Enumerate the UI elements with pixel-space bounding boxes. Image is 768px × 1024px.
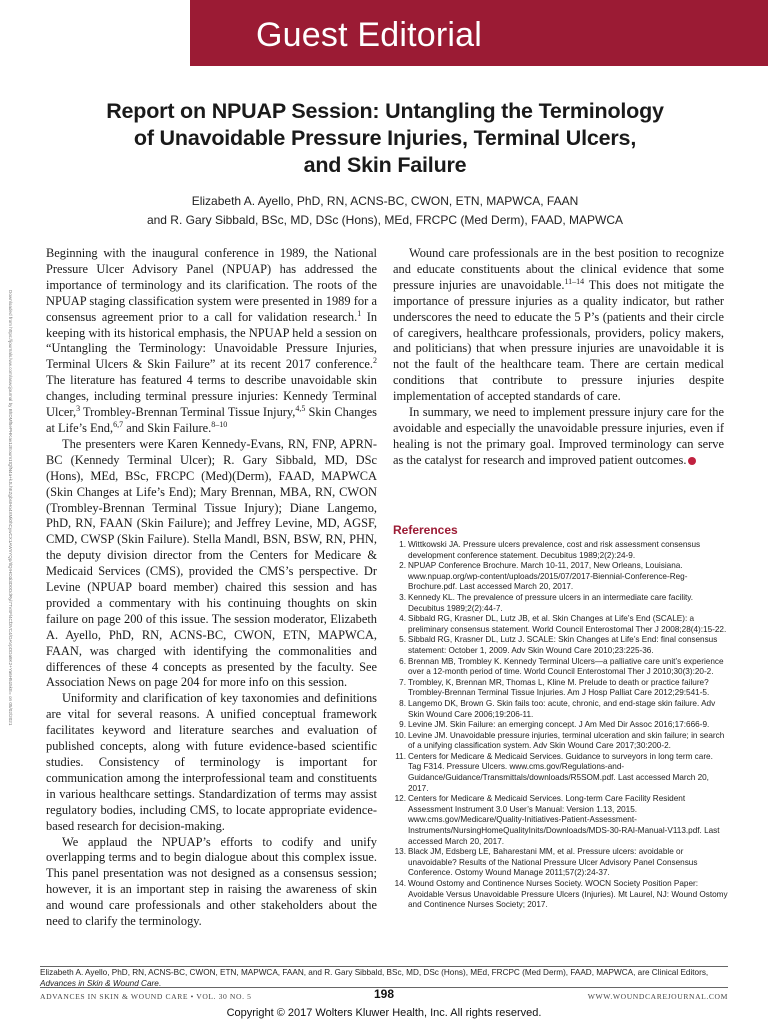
reference-text: Levine JM. Unavoidable pressure injuries, terminal ulceration and skin failure; in search of a unifying classification system. Adv Skin Wound Care 2017;30:200-2.	[408, 730, 725, 751]
download-watermark-text: Downloaded from https://journals.lww.com/aswcjournal by BhDMf5ePHKav1zEoum1tQfN4a+kJLhEZgbsIHo4XMi0hCywCX1AWnYQp/IlQrHD3i3D0OdRyi7TvSFl4Cf3VC4/OAVpDDa8K2+Ya6H515kE= on 05/02/2021	[8, 290, 13, 726]
reference-item	[393, 752, 728, 794]
journal-issue: ADVANCES IN SKIN & WOUND CARE • VOL. 30 NO. 5	[40, 992, 252, 1001]
reference-item	[393, 540, 728, 561]
copyright-notice: Copyright © 2017 Wolters Kluwer Health, Inc. All rights reserved.	[226, 1007, 542, 1019]
reference-text: Black JM, Edsberg LE, Baharestani MM, et al. Pressure ulcers: avoidable or unavoidable? Results of the National Pressure Ulcer Advisory Panel Consensus Conference. Ostomy Wound Manage 2011;57(2):24-37.	[408, 847, 698, 878]
reference-item	[393, 879, 728, 911]
text-run: Wound care professionals are in the best position to recognize and educate constituents about the clinical evidence that some pressure injuries are unavoidable.	[393, 246, 724, 292]
reference-text: Wound Ostomy and Continence Nurses Society. WOCN Society Position Paper: Avoidable Versus Unavoidable Pressure Ulcers (Injuries). Mt Laurel, NJ: Wound Ostomy and Continence Nurses Society; 2017.	[408, 879, 728, 910]
page-number: 198	[374, 987, 395, 1001]
left-column	[46, 246, 377, 930]
reference-number: 1.	[399, 540, 406, 549]
reference-item	[393, 678, 728, 699]
text-run: Skin Changes at Life’s End,	[46, 405, 377, 435]
text-run: In keeping with its historical emphasis, the NPUAP held a session on “Untangling the Terminology: Unavoidable Pressure Injuries, Terminal Ulcers & Skin Failure” at its recent 2017 conference.	[46, 309, 378, 372]
reference-number: 12.	[394, 794, 406, 804]
citation: 4,5	[295, 403, 306, 413]
reference-number: 6.	[399, 656, 406, 666]
end-of-article-dot	[688, 457, 696, 465]
reference-item	[393, 731, 728, 752]
reference-item	[393, 635, 728, 656]
reference-item	[393, 847, 728, 879]
text-run: The literature has featured 4 terms to describe unavoidable skin changes, including terminal pressure injuries: Kennedy Terminal Ulcer,	[46, 373, 377, 420]
citation: 11–14	[564, 276, 585, 286]
reference-number: 5.	[399, 635, 406, 645]
author-line-2: and R. Gary Sibbald, BSc, MD, DSc (Hons), MEd, FRCPC (Med Derm), FAAD, MAPWCA	[146, 213, 624, 227]
reference-number: 7.	[399, 677, 406, 687]
citation: 3	[76, 403, 81, 413]
reference-text: Brennan MB, Trombley K. Kennedy Terminal Ulcers—a palliative care unit’s experience over a 12-month period of time. World Council Enterostomal Ther J 2010;30(3):20-2.	[408, 656, 724, 677]
reference-text: Sibbald RG, Krasner DL, Lutz JB, et al. Skin Changes at Life’s End (SCALE): a preliminary consensus statement. World Council Enterostomal Ther J 2008;28(4):15-22.	[408, 614, 727, 634]
guest-editorial-banner	[190, 0, 768, 66]
right-paragraph-1	[393, 246, 724, 405]
text-run: In summary, we need to implement pressure injury care for the avoidable and especially the unavoidable pressure injuries, even if healing is not the primary goal. Improved terminology can serve as the catalyst for research and improved patient outcomes.	[393, 405, 724, 467]
reference-number: 8.	[399, 698, 406, 708]
title-line-1: Report on NPUAP Session: Untangling the Terminology	[106, 99, 664, 123]
reference-text: Langemo DK, Brown G. Skin fails too: acute, chronic, and end-stage skin failure. Adv Skin Wound Care 2006;19:206-11.	[408, 698, 716, 719]
reference-item	[393, 657, 728, 678]
left-paragraph-1	[46, 246, 377, 437]
text-run: Trombley-Brennan Terminal Tissue Injury,	[80, 405, 296, 420]
title-line-2: of Unavoidable Pressure Injuries, Terminal Ulcers,	[133, 126, 637, 150]
left-paragraph-2: The presenters were Karen Kennedy-Evans, RN, FNP, APRN-BC (Kennedy Terminal Ulcer); R. Gary Sibbald, MD, DSc (Hons), MEd, BSc, FRCPC (Med)(Derm), FAAD, MAPWCA (Skin Changes at Life’s End); Mary Brennan, MBA, RN, CWON (Trombley-Brennan Terminal Tissue Injury); Diane Langemo, PhD, RN, FAAN (Skin Failure); and Jeffrey Levine, MD, AGSF, CMD, CWSP (Skin Failure). Stella Mandl, BSN, BSW, RN, PHN, the deputy division director from the Centers for Medicare & Medicaid Services (CMS), provided the CMS’s perspective. Dr Levine (NPUAP board member) chaired this session and has provided a commentary with his continuing thoughts on skin failure on page 200 of this issue. The session moderator, Elizabeth A. Ayello, PhD, RN, ACNS-BC, CWON, ETN, MAPWCA, FAAN, was charged with identifying the commonalities and differences of these 4 concepts as presented by the faculty. See Association News on page 204 for more info on this session.	[46, 436, 377, 690]
reference-number: 2.	[399, 561, 406, 571]
reference-number: 4.	[399, 614, 406, 624]
reference-item	[393, 561, 728, 593]
download-watermark	[4, 290, 16, 1024]
reference-number: 14.	[394, 879, 406, 888]
reference-item	[393, 593, 728, 614]
reference-text: Wittkowski JA. Pressure ulcers prevalence, cost and risk assessment consensus development conference statement. Decubitus 1989;2(2):24-9.	[408, 540, 701, 560]
reference-number: 9.	[399, 720, 406, 730]
citation: 2	[373, 356, 377, 366]
reference-number: 3.	[399, 592, 406, 602]
right-column	[393, 246, 724, 469]
reference-item	[393, 614, 728, 635]
citation: 8–10	[211, 419, 228, 429]
right-paragraph-2	[393, 405, 724, 469]
article-title	[60, 98, 710, 179]
reference-text: Centers for Medicare & Medicaid Services. Guidance to surveyors in long term care. Tag F314. Pressure Ulcers. www.cms.gov/Regulations-and-Guidance/Guidance/Transmittals/downloads/R5SOM.pdf. Last accessed March 20, 2017.	[408, 751, 713, 793]
author-list	[40, 192, 730, 230]
author-footnote	[40, 968, 728, 989]
reference-text: NPUAP Conference Brochure. March 10-11, 2017, New Orleans, Louisiana. www.npuap.org/wp-content/uploads/2015/07/2017-Biennial-Conference-Reg-Brochure.pdf. Last accessed March 20, 2017.	[408, 561, 688, 592]
text-run: This does not mitigate the importance of pressure injuries as a quality indicator, but rather underscores the need to educate the 5 P’s (patients and their circle of caregivers, healthcare professionals, providers, policy makers, and politicians) that when pressure injuries are unavoidable it is not the fault of the healthcare team. There are certain medical conditions that contribute to pressure injuries despite implementation of accepted standards of care.	[393, 277, 724, 404]
reference-list	[393, 540, 728, 911]
reference-text: Trombley, K, Brennan MR, Thomas L, Kline M. Prelude to death or practice failure? Trombley-Brennan Terminal Tissue Injuries. Am J Hosp Palliat Care 2012;29:541-5.	[408, 677, 710, 698]
banner-label: Guest Editorial	[256, 16, 482, 54]
references-heading: References	[393, 523, 458, 537]
footnote-text: Elizabeth A. Ayello, PhD, RN, ACNS-BC, CWON, ETN, MAPWCA, FAAN, and R. Gary Sibbald, BSc, MD, DSc (Hons), MEd, FRCPC (Med Derm), FAAD, MAPWCA, are Clinical Editors,	[40, 968, 709, 977]
citation: 6,7	[113, 419, 124, 429]
citation: 1	[357, 308, 362, 318]
footnote-end: .	[158, 978, 162, 988]
title-line-3: and Skin Failure	[303, 153, 467, 177]
reference-item	[393, 794, 728, 847]
reference-text: Sibbald RG, Krasner DL, Lutz J. SCALE: Skin Changes at Life’s End: final consensus statement: October 1, 2009. Adv Skin Wound Care 2010;23:225-36.	[408, 635, 718, 655]
text-run: and Skin Failure.	[123, 420, 212, 435]
reference-item	[393, 720, 728, 731]
text-run: Beginning with the inaugural conference in 1989, the National Pressure Ulcer Advisory Panel (NPUAP) has addressed the importance of terminology and its clarification. The roots of the NPUAP staging classification system were presented in 1989 for a consensus agreement prior to a call for validation research.	[46, 246, 377, 324]
journal-website: WWW.WOUNDCAREJOURNAL.COM	[587, 992, 728, 1001]
reference-number: 13.	[394, 847, 406, 857]
left-paragraph-3: Uniformity and clarification of key taxonomies and definitions are vital for several reasons. A unified conceptual framework facilitates keyword and literature searches and evaluation of published concepts, along with future evidence-based scientific studies. Consistency of terminology is important for communication among the interprofessional team and constituents in various healthcare settings. Standardization of terms may assist regulatory bodies, including CMS, to locate appropriate evidence-based research for decision-making.	[46, 691, 377, 833]
left-paragraph-4: We applaud the NPUAP’s efforts to codify and unify overlapping terms and to begin dialogue about this complex issue. This panel presentation was not designed as a consensus session; however, it is an important step in raising the awareness of skin and wound care professionals and other stakeholders about the need to clarify the terminology.	[46, 834, 377, 929]
reference-text: Levine JM. Skin Failure: an emerging concept. J Am Med Dir Assoc 2016;17:666-9.	[408, 720, 710, 730]
reference-number: 11.	[395, 751, 406, 761]
reference-text: Centers for Medicare & Medicaid Services. Long-term Care Facility Resident Assessment Instrument 3.0 User’s Manual: Version 1.13, 2015. www.cms.gov/Medicare/Quality-Initiatives-Patient-Assessment-Instruments/NursingHomeQualityInits/Downloads/MDS-30-RAI-Manual-V113.pdf. Last accessed March 20, 2017.	[408, 794, 720, 846]
reference-text: Kennedy KL. The prevalence of pressure ulcers in an intermediate care facility. Decubitus 1989;2(2):44-7.	[408, 592, 694, 613]
author-line-1: Elizabeth A. Ayello, PhD, RN, ACNS-BC, CWON, ETN, MAPWCA, FAAN	[191, 194, 579, 208]
footnote-divider	[40, 966, 728, 967]
footnote-journal: Advances in Skin & Wound Care	[40, 978, 159, 988]
reference-number: 10.	[394, 730, 406, 740]
reference-item	[393, 699, 728, 720]
